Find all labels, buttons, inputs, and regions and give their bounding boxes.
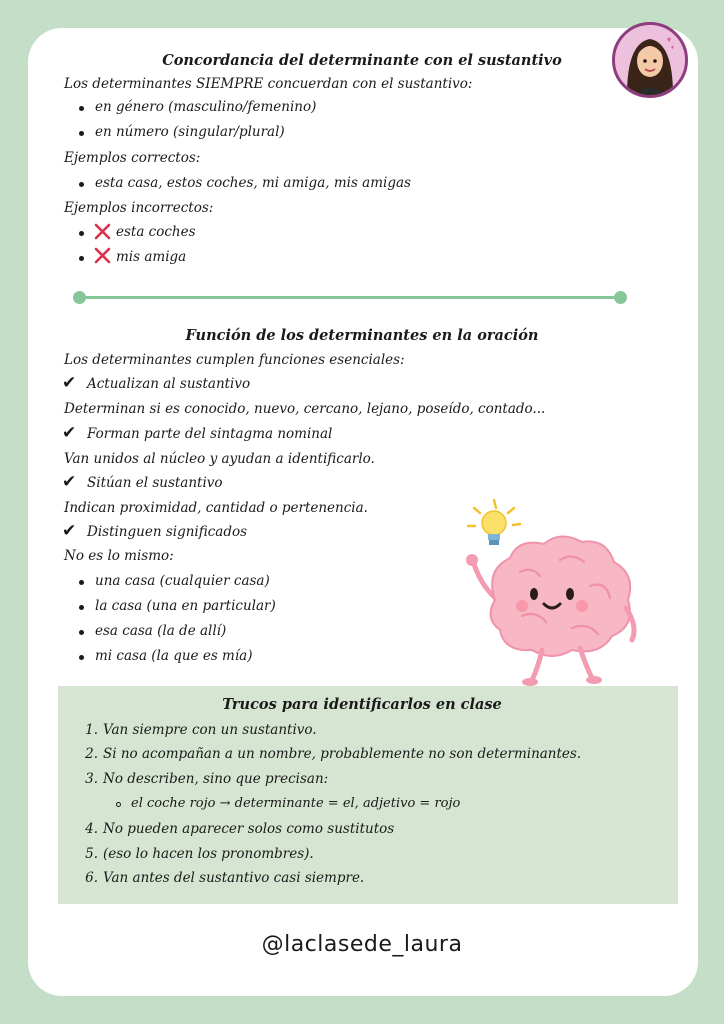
bullet-icon xyxy=(79,106,84,111)
item-number: 4. xyxy=(85,821,98,837)
item-number: 5. xyxy=(85,846,98,862)
tip-item: Van siempre con un sustantivo. xyxy=(103,722,317,738)
bullet-icon xyxy=(79,231,84,236)
divider-dot xyxy=(614,291,627,304)
tip-item: (eso lo hacen los pronombres). xyxy=(103,846,314,862)
correct-label: Ejemplos correctos: xyxy=(64,150,201,166)
rule-gender: en género (masculino/femenino) xyxy=(95,99,317,115)
item-number: 6. xyxy=(85,870,98,886)
section3-title: Trucos para identificarlos en clase xyxy=(222,696,502,713)
bullet-icon xyxy=(79,182,84,187)
item-number: 1. xyxy=(85,722,98,738)
tip-item: Van antes del sustantivo casi siempre. xyxy=(103,870,365,886)
tip-item: No pueden aparecer solos como sustitutos xyxy=(103,821,395,837)
section2-intro: Los determinantes cumplen funciones esenciales: xyxy=(64,352,405,368)
brain-mascot-icon xyxy=(460,490,650,690)
tip-item: No describen, sino que precisan: xyxy=(103,771,329,787)
bullet-icon xyxy=(79,655,84,660)
section-divider xyxy=(80,296,620,299)
item-number: 2. xyxy=(85,746,98,762)
incorrect-example: mis amiga xyxy=(116,249,187,265)
light-bulb-icon xyxy=(468,500,520,545)
bullet-icon xyxy=(79,605,84,610)
sub-bullet-icon xyxy=(116,802,121,807)
bullet-icon xyxy=(79,580,84,585)
function-name: Sitúan el sustantivo xyxy=(87,475,223,491)
function-name: Actualizan al sustantivo xyxy=(87,376,251,392)
section1-title: Concordancia del determinante con el sustantivo xyxy=(162,52,562,69)
checkmark-icon: ✔ xyxy=(62,521,77,541)
example-item: mi casa (la que es mía) xyxy=(95,648,253,664)
bullet-icon xyxy=(79,131,84,136)
example-item: la casa (una en particular) xyxy=(95,598,276,614)
function-detail: No es lo mismo: xyxy=(64,548,174,564)
section1-intro: Los determinantes SIEMPRE concuerdan con el sustantivo: xyxy=(64,76,473,92)
checkmark-icon: ✔ xyxy=(62,373,77,393)
checkmark-icon: ✔ xyxy=(62,472,77,492)
rule-number: en número (singular/plural) xyxy=(95,124,285,140)
divider-dot xyxy=(73,291,86,304)
function-name: Forman parte del sintagma nominal xyxy=(87,426,333,442)
example-item: esa casa (la de allí) xyxy=(95,623,227,639)
function-detail: Indican proximidad, cantidad o pertenencia. xyxy=(64,500,368,516)
function-detail: Van unidos al núcleo y ayudan a identificarlo. xyxy=(64,451,375,467)
function-name: Distinguen significados xyxy=(87,524,248,540)
function-detail: Determinan si es conocido, nuevo, cercano, lejano, poseído, contado... xyxy=(64,401,546,417)
correct-examples: esta casa, estos coches, mi amiga, mis amigas xyxy=(95,175,411,191)
tip-subitem: el coche rojo → determinante = el, adjetivo = rojo xyxy=(131,796,461,811)
bullet-icon xyxy=(79,256,84,261)
tip-item: Si no acompañan a un nombre, probablemente no son determinantes. xyxy=(103,746,582,762)
cross-icon xyxy=(94,223,111,240)
example-item: una casa (cualquier casa) xyxy=(95,573,270,589)
author-handle: @laclasede_laura xyxy=(261,932,463,957)
checkmark-icon: ✔ xyxy=(62,423,77,443)
section2-title: Función de los determinantes en la oración xyxy=(185,327,539,344)
bullet-icon xyxy=(79,630,84,635)
item-number: 3. xyxy=(85,771,98,787)
incorrect-example: esta coches xyxy=(116,224,196,240)
incorrect-label: Ejemplos incorrectos: xyxy=(64,200,214,216)
cross-icon xyxy=(94,247,111,264)
